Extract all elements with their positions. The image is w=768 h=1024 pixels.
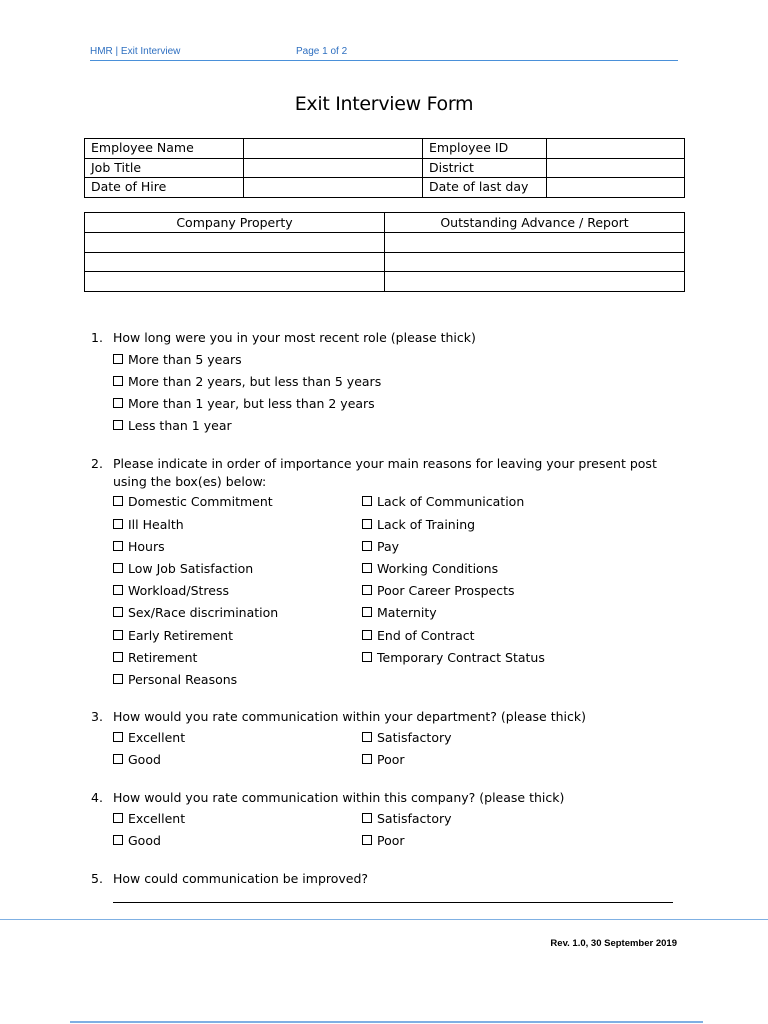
- checkbox-icon[interactable]: [362, 541, 372, 551]
- checkbox-icon[interactable]: [113, 754, 123, 764]
- option-label: Poor: [377, 833, 405, 848]
- option-pay[interactable]: [362, 538, 399, 556]
- checkbox-icon[interactable]: [113, 652, 123, 662]
- table-row: [85, 233, 685, 253]
- option-lack-of-communication[interactable]: [362, 493, 524, 511]
- option-label: Less than 1 year: [128, 418, 232, 433]
- option-ill-health[interactable]: [113, 516, 184, 534]
- checkbox-icon[interactable]: [113, 607, 123, 617]
- option-dept-excellent[interactable]: [113, 729, 185, 747]
- checkbox-icon[interactable]: [362, 496, 372, 506]
- option-label: More than 2 years, but less than 5 years: [128, 374, 382, 389]
- col-company-property: Company Property: [85, 213, 385, 233]
- question-number: 3.: [91, 709, 103, 724]
- option-label: Early Retirement: [128, 628, 233, 643]
- option-hours[interactable]: [113, 538, 165, 556]
- table-row: [85, 272, 685, 292]
- header-title: HMR | Exit Interview: [90, 46, 181, 57]
- option-label: Excellent: [128, 730, 186, 745]
- table-row: [85, 252, 685, 272]
- option-personal-reasons[interactable]: [113, 671, 237, 689]
- question-number: 2.: [91, 456, 103, 471]
- option-label: Retirement: [128, 650, 198, 665]
- checkbox-icon[interactable]: [113, 674, 123, 684]
- option-dept-satisfactory[interactable]: [362, 729, 452, 747]
- option-label: Ill Health: [128, 517, 184, 532]
- option-early-retirement[interactable]: [113, 627, 233, 645]
- property-cell[interactable]: [85, 233, 385, 253]
- option-low-job-satisfaction[interactable]: [113, 560, 253, 578]
- option-label: Workload/Stress: [128, 583, 229, 598]
- option-label: Poor Career Prospects: [377, 583, 515, 598]
- communication-answer-line[interactable]: [113, 902, 673, 903]
- option-label: Working Conditions: [377, 561, 499, 576]
- option-label: Personal Reasons: [128, 672, 238, 687]
- question-text: How long were you in your most recent role (please thick): [113, 330, 476, 345]
- footer-divider: [0, 919, 768, 920]
- option-label: Lack of Communication: [377, 494, 525, 509]
- checkbox-icon[interactable]: [113, 376, 123, 386]
- table-row: [85, 139, 685, 159]
- option-dept-good[interactable]: [113, 751, 161, 769]
- option-maternity[interactable]: [362, 604, 437, 622]
- question-number: 5.: [91, 871, 103, 886]
- checkbox-icon[interactable]: [113, 398, 123, 408]
- checkbox-icon[interactable]: [362, 652, 372, 662]
- checkbox-icon[interactable]: [113, 420, 123, 430]
- option-dept-poor[interactable]: [362, 751, 405, 769]
- page-number: Page 1 of 2: [296, 46, 348, 57]
- checkbox-icon[interactable]: [113, 630, 123, 640]
- date-of-hire-field[interactable]: [244, 178, 423, 198]
- advance-cell[interactable]: [385, 233, 685, 253]
- option-company-poor[interactable]: [362, 832, 405, 850]
- option-company-satisfactory[interactable]: [362, 810, 452, 828]
- option-label: Good: [128, 833, 161, 848]
- option-label: More than 1 year, but less than 2 years: [128, 396, 375, 411]
- option-label: Lack of Training: [377, 517, 476, 532]
- option-sex-race-discrimination[interactable]: [113, 604, 278, 622]
- label-date-of-last-day: Date of last day: [423, 178, 547, 198]
- table-row: [85, 158, 685, 178]
- option-working-conditions[interactable]: [362, 560, 498, 578]
- option-less-than-1-year[interactable]: [113, 417, 232, 435]
- option-label: Pay: [377, 539, 400, 554]
- option-company-excellent[interactable]: [113, 810, 185, 828]
- option-label: Good: [128, 752, 161, 767]
- checkbox-icon[interactable]: [362, 607, 372, 617]
- option-label: Satisfactory: [377, 811, 452, 826]
- option-label: Satisfactory: [377, 730, 452, 745]
- question-text: Please indicate in order of importance your main reasons for leaving your present post using the box(es) below:: [113, 456, 657, 489]
- option-label: More than 5 years: [128, 352, 242, 367]
- checkbox-icon[interactable]: [362, 835, 372, 845]
- option-domestic-commitment[interactable]: [113, 493, 273, 511]
- question-number: 1.: [91, 330, 103, 345]
- employee-name-field[interactable]: [244, 139, 423, 159]
- checkbox-icon[interactable]: [362, 813, 372, 823]
- checkbox-icon[interactable]: [113, 354, 123, 364]
- option-lack-of-training[interactable]: [362, 516, 475, 534]
- employee-info-table: [84, 138, 685, 198]
- page-bottom-divider: [70, 1021, 703, 1023]
- option-label: End of Contract: [377, 628, 475, 643]
- option-label: Poor: [377, 752, 405, 767]
- option-label: Maternity: [377, 605, 437, 620]
- checkbox-icon[interactable]: [362, 585, 372, 595]
- option-end-of-contract[interactable]: [362, 627, 475, 645]
- option-poor-career-prospects[interactable]: [362, 582, 515, 600]
- option-more-than-5-years[interactable]: [113, 351, 242, 369]
- page-header: [90, 46, 678, 61]
- employee-id-field[interactable]: [547, 139, 685, 159]
- label-job-title: Job Title: [85, 158, 244, 178]
- checkbox-icon[interactable]: [362, 754, 372, 764]
- label-employee-name: Employee Name: [85, 139, 244, 159]
- checkbox-icon[interactable]: [113, 563, 123, 573]
- checkbox-icon[interactable]: [113, 835, 123, 845]
- option-label: Sex/Race discrimination: [128, 605, 279, 620]
- table-header-row: [85, 213, 685, 233]
- question-text: How could communication be improved?: [113, 871, 369, 886]
- label-date-of-hire: Date of Hire: [85, 178, 244, 198]
- option-1-to-2-years[interactable]: [113, 395, 375, 413]
- date-of-last-day-field[interactable]: [547, 178, 685, 198]
- checkbox-icon[interactable]: [113, 813, 123, 823]
- job-title-field[interactable]: [244, 158, 423, 178]
- table-row: [85, 178, 685, 198]
- label-employee-id: Employee ID: [423, 139, 547, 159]
- revision-text: Rev. 1.0, 30 September 2019: [550, 938, 677, 949]
- checkbox-icon[interactable]: [113, 585, 123, 595]
- checkbox-icon[interactable]: [113, 519, 123, 529]
- col-outstanding-advance: Outstanding Advance / Report: [385, 213, 685, 233]
- checkbox-icon[interactable]: [362, 519, 372, 529]
- property-cell[interactable]: [85, 252, 385, 272]
- option-label: Low Job Satisfaction: [128, 561, 254, 576]
- option-retirement[interactable]: [113, 649, 197, 667]
- option-company-good[interactable]: [113, 832, 161, 850]
- label-district: District: [423, 158, 547, 178]
- question-text: How would you rate communication within this company? (please thick): [113, 790, 565, 805]
- checkbox-icon[interactable]: [362, 630, 372, 640]
- checkbox-icon[interactable]: [113, 732, 123, 742]
- property-table: [84, 212, 685, 292]
- option-label: Temporary Contract Status: [377, 650, 545, 665]
- question-number: 4.: [91, 790, 103, 805]
- checkbox-icon[interactable]: [362, 732, 372, 742]
- checkbox-icon[interactable]: [113, 541, 123, 551]
- form-title: Exit Interview Form: [294, 93, 474, 115]
- district-field[interactable]: [547, 158, 685, 178]
- advance-cell[interactable]: [385, 272, 685, 292]
- option-workload-stress[interactable]: [113, 582, 229, 600]
- option-2-to-5-years[interactable]: [113, 373, 381, 391]
- question-text: How would you rate communication within your department? (please thick): [113, 709, 586, 724]
- option-label: Domestic Commitment: [128, 494, 273, 509]
- property-cell[interactable]: [85, 272, 385, 292]
- checkbox-icon[interactable]: [362, 563, 372, 573]
- advance-cell[interactable]: [385, 252, 685, 272]
- option-label: Excellent: [128, 811, 186, 826]
- checkbox-icon[interactable]: [113, 496, 123, 506]
- option-temporary-contract-status[interactable]: [362, 649, 545, 667]
- option-label: Hours: [128, 539, 165, 554]
